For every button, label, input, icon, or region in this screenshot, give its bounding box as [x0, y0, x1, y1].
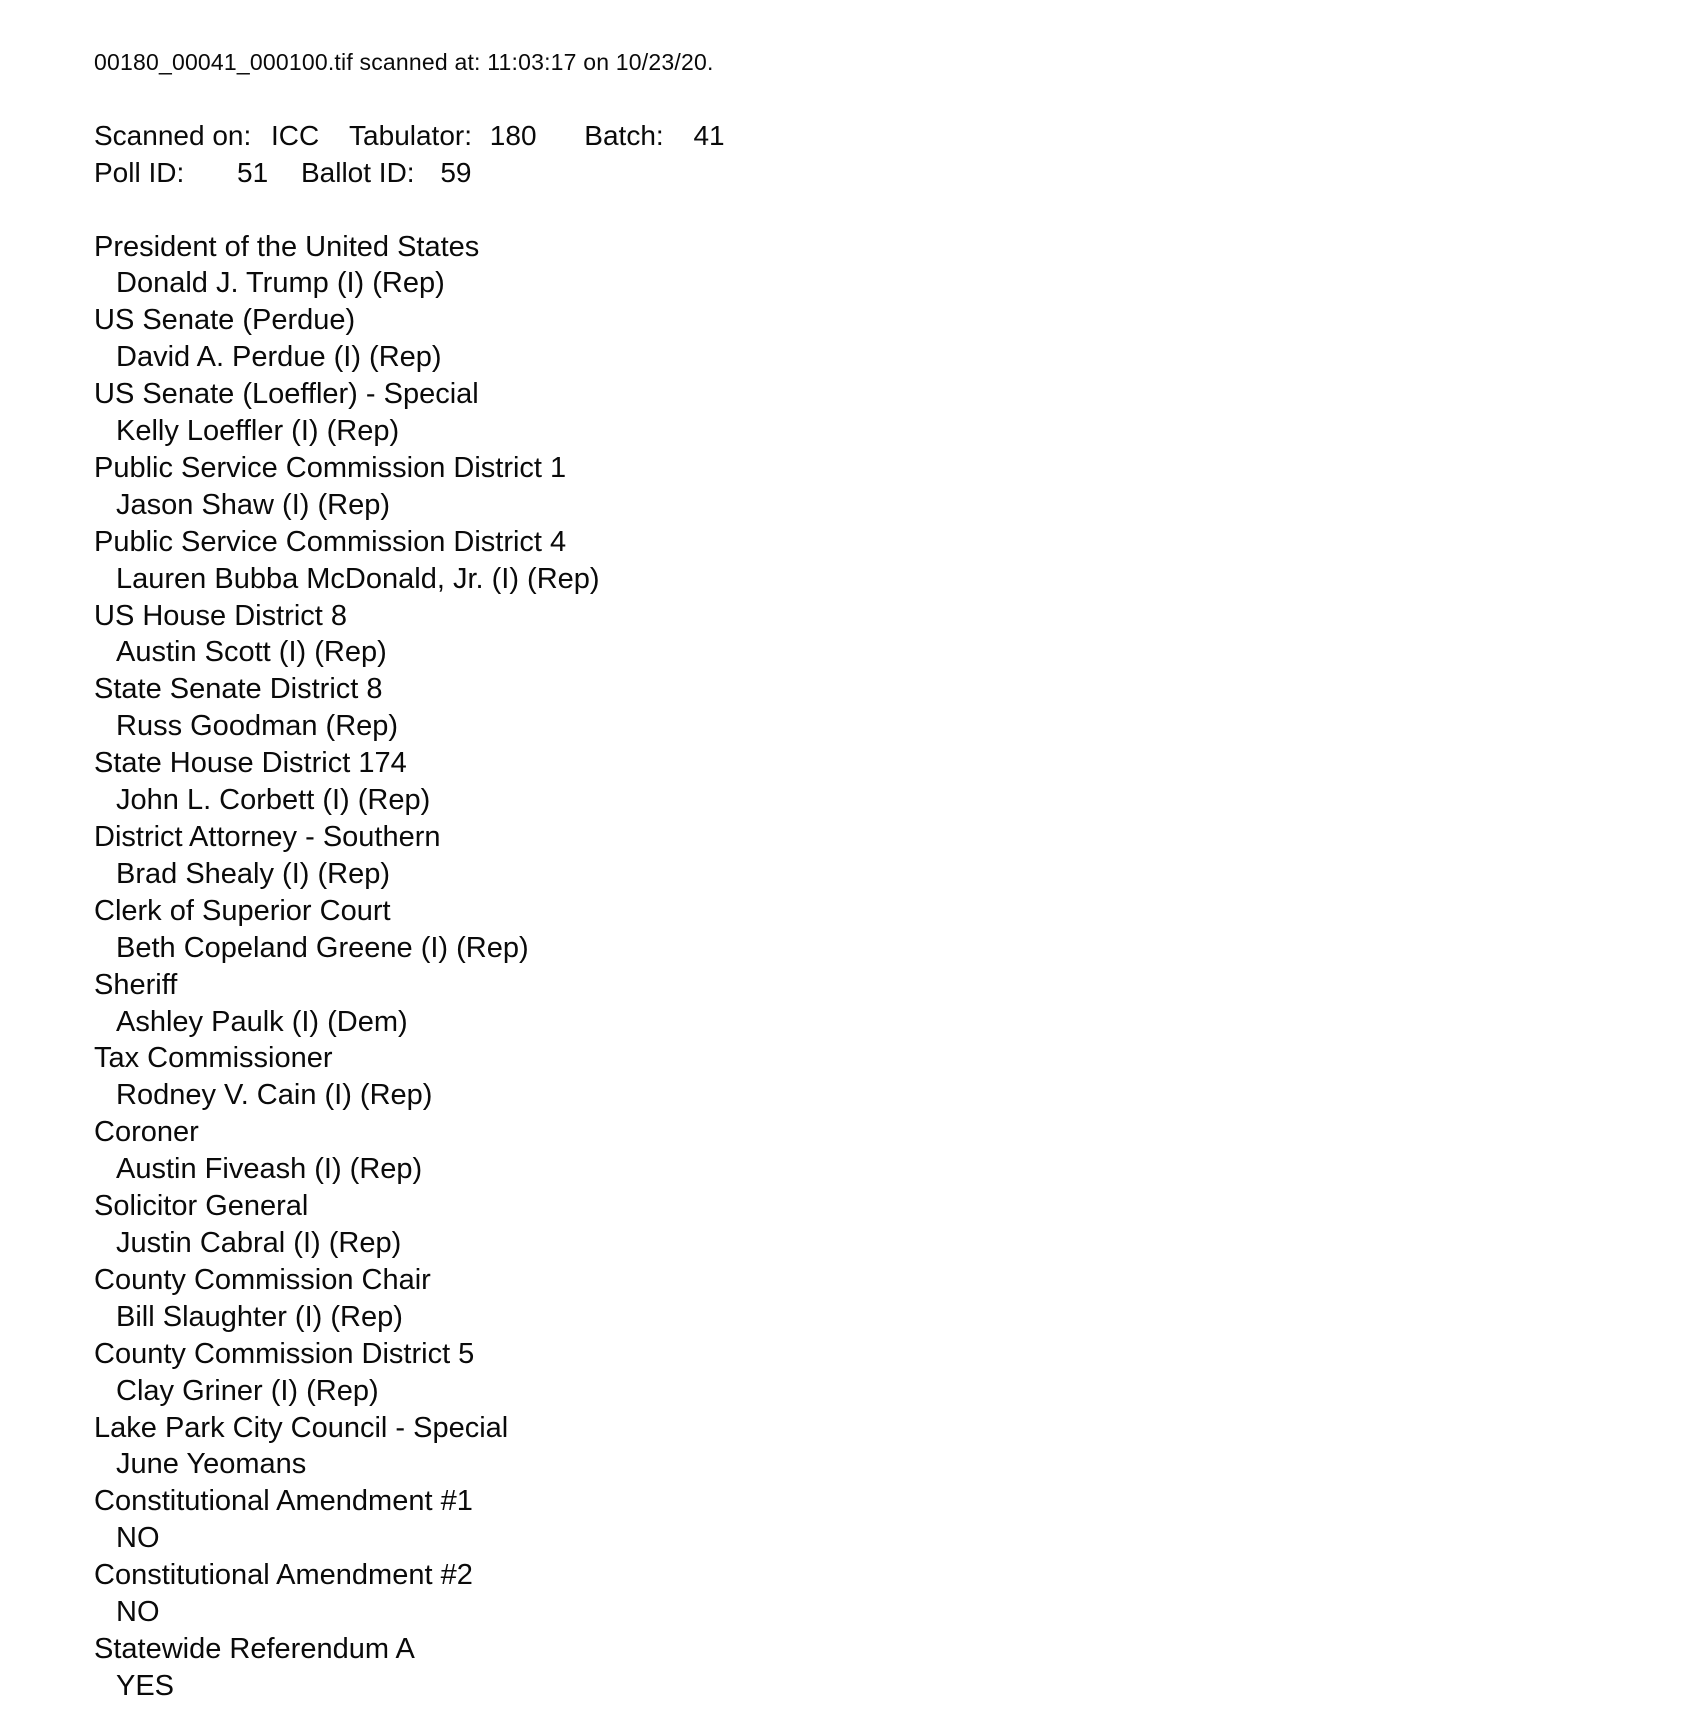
poll-id-value: 51	[237, 156, 269, 188]
contest-entry	[94, 302, 1665, 376]
contest-entry	[94, 1114, 1665, 1188]
contest-selection: YES	[116, 1669, 175, 1702]
scan-filename-line: 00180_00041_000100.tif scanned at: 11:03:17 on 10/23/20.	[94, 49, 714, 75]
blank-line	[94, 81, 1665, 118]
batch-label: Batch:	[584, 119, 664, 151]
contest-entry	[94, 1040, 1665, 1114]
contest-entry	[94, 524, 1665, 598]
contest-selection: Rodney V. Cain (I) (Rep)	[116, 1079, 433, 1112]
contest-selection: NO	[116, 1522, 160, 1555]
contest-office: US Senate (Loeffler) - Special	[94, 378, 479, 411]
tabulator-label: Tabulator:	[349, 119, 473, 151]
contest-office: District Attorney - Southern	[94, 821, 441, 853]
poll-id-label: Poll ID:	[94, 156, 185, 188]
contest-entry	[94, 745, 1665, 819]
contest-office: Public Service Commission District 4	[94, 525, 567, 558]
contest-selection: Brad Shealy (I) (Rep)	[116, 857, 390, 890]
scanned-on-label: Scanned on:	[94, 119, 252, 151]
ballot-id-label: Ballot ID:	[300, 156, 415, 188]
contest-entry	[94, 967, 1665, 1041]
contest-selection: Clay Griner (I) (Rep)	[116, 1374, 379, 1407]
contest-entry	[94, 893, 1665, 967]
contest-office: Sheriff	[94, 968, 178, 1001]
contest-office: County Commission Chair	[94, 1263, 431, 1296]
contest-office: Constitutional Amendment #1	[94, 1485, 473, 1518]
contest-entry	[94, 819, 1665, 893]
contest-selection: Austin Scott (I) (Rep)	[116, 636, 387, 669]
contest-entry	[94, 1188, 1665, 1262]
contest-office: US Senate (Perdue)	[94, 304, 356, 337]
contest-entry	[94, 671, 1665, 745]
contest-office: President of the United States	[94, 230, 480, 263]
contest-office: Solicitor General	[94, 1190, 309, 1223]
contest-office: County Commission District 5	[94, 1337, 475, 1370]
scanner-info-line	[94, 118, 1665, 155]
contest-list	[94, 229, 1665, 1705]
contest-selection: NO	[116, 1596, 160, 1629]
contest-office: Tax Commissioner	[94, 1042, 333, 1075]
tabulator-value: 180	[489, 119, 537, 151]
contest-office: Coroner	[94, 1116, 199, 1149]
contest-office: Public Service Commission District 1	[94, 451, 567, 484]
contest-selection: Austin Fiveash (I) (Rep)	[116, 1153, 423, 1186]
contest-selection: Kelly Loeffler (I) (Rep)	[116, 415, 400, 448]
batch-value: 41	[693, 119, 725, 151]
contest-entry	[94, 1483, 1665, 1557]
contest-office: Constitutional Amendment #2	[94, 1559, 473, 1592]
contest-entry	[94, 1631, 1665, 1705]
contest-office: State Senate District 8	[94, 673, 383, 706]
contest-selection: Beth Copeland Greene (I) (Rep)	[116, 931, 529, 964]
contest-selection: Justin Cabral (I) (Rep)	[116, 1226, 402, 1259]
contest-entry	[94, 376, 1665, 450]
contest-office: Lake Park City Council - Special	[94, 1411, 509, 1444]
contest-selection: Russ Goodman (Rep)	[116, 710, 399, 743]
contest-entry	[94, 450, 1665, 524]
contest-office: US House District 8	[94, 599, 348, 632]
contest-selection: David A. Perdue (I) (Rep)	[116, 341, 442, 374]
scanned-on-value: ICC	[271, 119, 320, 151]
contest-entry	[94, 1557, 1665, 1631]
contest-selection: John L. Corbett (I) (Rep)	[116, 784, 431, 817]
contest-selection: June Yeomans	[116, 1448, 307, 1481]
contest-selection: Donald J. Trump (I) (Rep)	[116, 267, 445, 300]
contest-selection: Lauren Bubba McDonald, Jr. (I) (Rep)	[116, 562, 600, 595]
contest-entry	[94, 598, 1665, 672]
contest-entry	[94, 229, 1665, 303]
ballot-id-value: 59	[440, 156, 472, 188]
contest-office: Statewide Referendum A	[94, 1632, 415, 1665]
blank-line	[94, 192, 1665, 229]
ballot-ids-line	[94, 155, 1665, 192]
contest-selection: Bill Slaughter (I) (Rep)	[116, 1300, 403, 1333]
contest-office: State House District 174	[94, 747, 407, 780]
contest-selection: Ashley Paulk (I) (Dem)	[116, 1005, 408, 1038]
contest-entry	[94, 1336, 1665, 1410]
contest-entry	[94, 1410, 1665, 1484]
contest-entry	[94, 1262, 1665, 1336]
contest-office: Clerk of Superior Court	[94, 894, 391, 927]
contest-selection: Jason Shaw (I) (Rep)	[116, 488, 390, 521]
